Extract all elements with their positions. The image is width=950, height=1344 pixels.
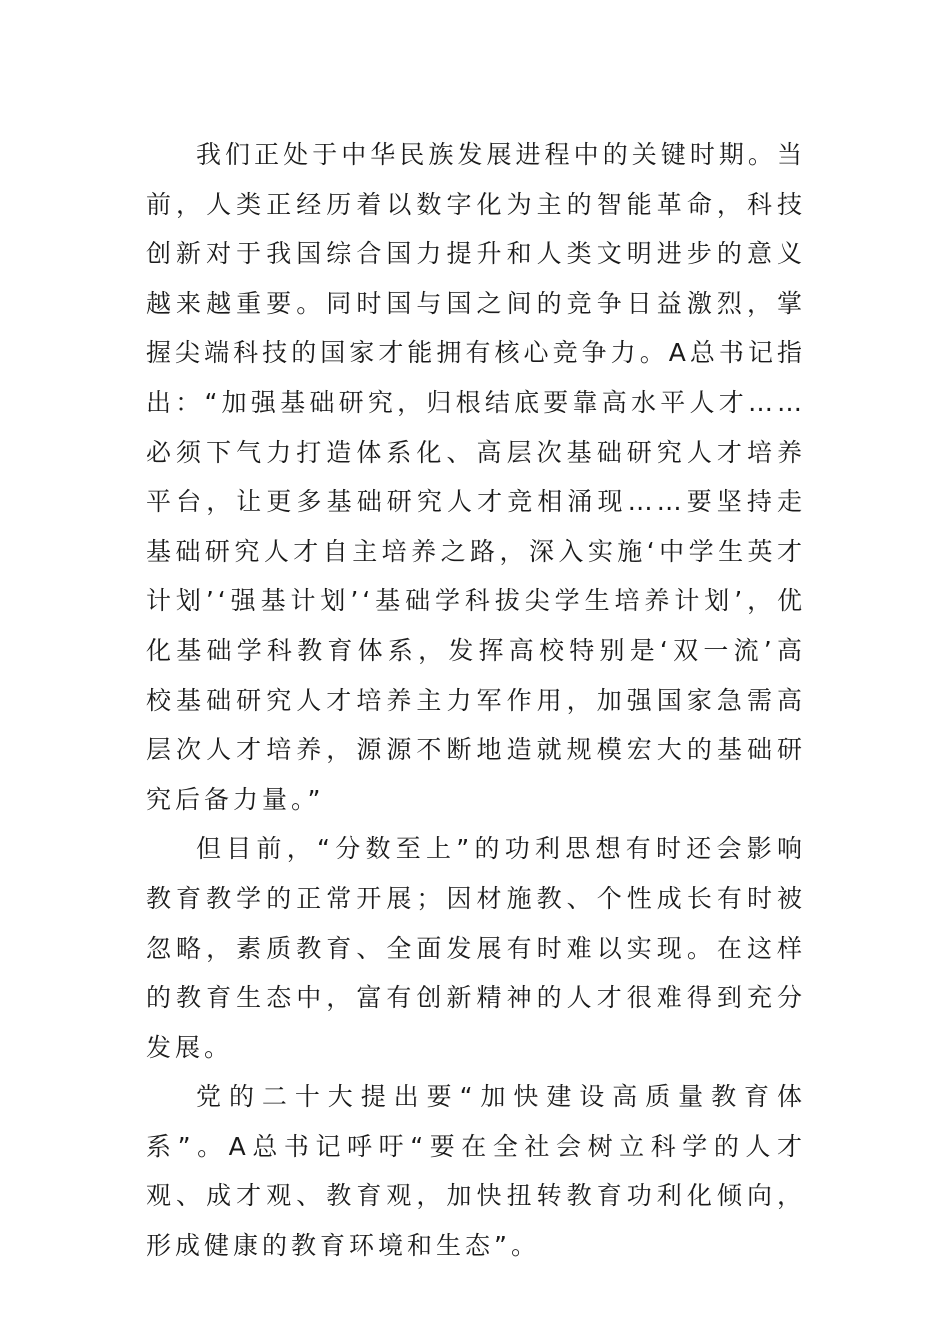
document-body (146, 130, 806, 1271)
paragraph-2: 但目前，“分数至上”的功利思想有时还会影响教育教学的正常开展；因材施教、个性成长有时被忽略，素质教育、全面发展有时难以实现。在这样的教育生态中，富有创新精神的人才很难得到充分发展。 (146, 834, 806, 1062)
paragraph-3: 党的二十大提出要“加快建设高质量教育体系”。A总书记呼吁“要在全社会树立科学的人才观、成才观、教育观，加快扭转教育功利化倾向，形成健康的教育环境和生态”。 (146, 1082, 806, 1261)
paragraph-1: 我们正处于中华民族发展进程中的关键时期。当前，人类正经历着以数字化为主的智能革命，科技创新对于我国综合国力提升和人类文明进步的意义越来越重要。同时国与国之间的竞争日益激烈，掌握尖端科技的国家才能拥有核心竞争力。A总书记指出：“加强基础研究，归根结底要靠高水平人才……必须下气力打造体系化、高层次基础研究人才培养平台，让更多基础研究人才竞相涌现……要坚持走基础研究人才自主培养之路，深入实施‘中学生英才计划’‘强基计划’‘基础学科拔尖学生培养计划’，优化基础学科教育体系，发挥高校特别是‘双一流’高校基础研究人才培养主力军作用，加强国家急需高层次人才培养，源源不断地造就规模宏大的基础研究后备力量。” (146, 140, 806, 814)
